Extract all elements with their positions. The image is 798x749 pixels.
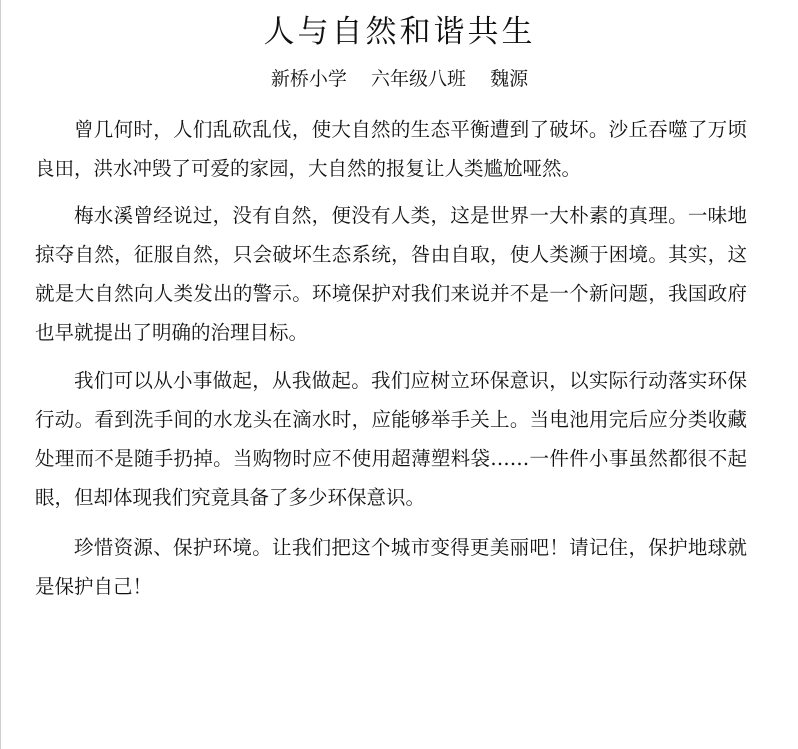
document-byline: 新桥小学 六年级八班 魏源 bbox=[270, 68, 529, 90]
document-title: 人与自然和谐共生 bbox=[263, 14, 536, 50]
paragraph-3: 我们可以从小事做起，从我做起。我们应树立环保意识，以实际行动落实环保行动。看到洗手间的水龙头在滴水时，应能够举手关上。当电池用完后应分类收藏处理而不是随手扔掉。当购物时应不使用超薄塑料袋……一件件小事虽然都很不起眼，但却体现我们究竟具备了多少环保意识。 bbox=[35, 369, 747, 509]
paragraph-1: 曾几何时，人们乱砍乱伐，使大自然的生态平衡遭到了破坏。沙丘吞噬了万顷良田，洪水冲毁了可爱的家园，大自然的报复让人类尴尬哑然。 bbox=[35, 118, 747, 180]
paragraph-4: 珍惜资源、保护环境。让我们把这个城市变得更美丽吧！请记住，保护地球就是保护自己！ bbox=[35, 536, 747, 598]
document-body bbox=[35, 110, 747, 606]
paragraph-2: 梅水溪曾经说过，没有自然，便没有人类，这是世界一大朴素的真理。一味地掠夺自然，征服自然，只会破坏生态系统，咎由自取，使人类濒于困境。其实，这就是大自然向人类发出的警示。环境保护对我们来说并不是一个新问题，我国政府也早就提出了明确的治理目标。 bbox=[35, 204, 747, 344]
